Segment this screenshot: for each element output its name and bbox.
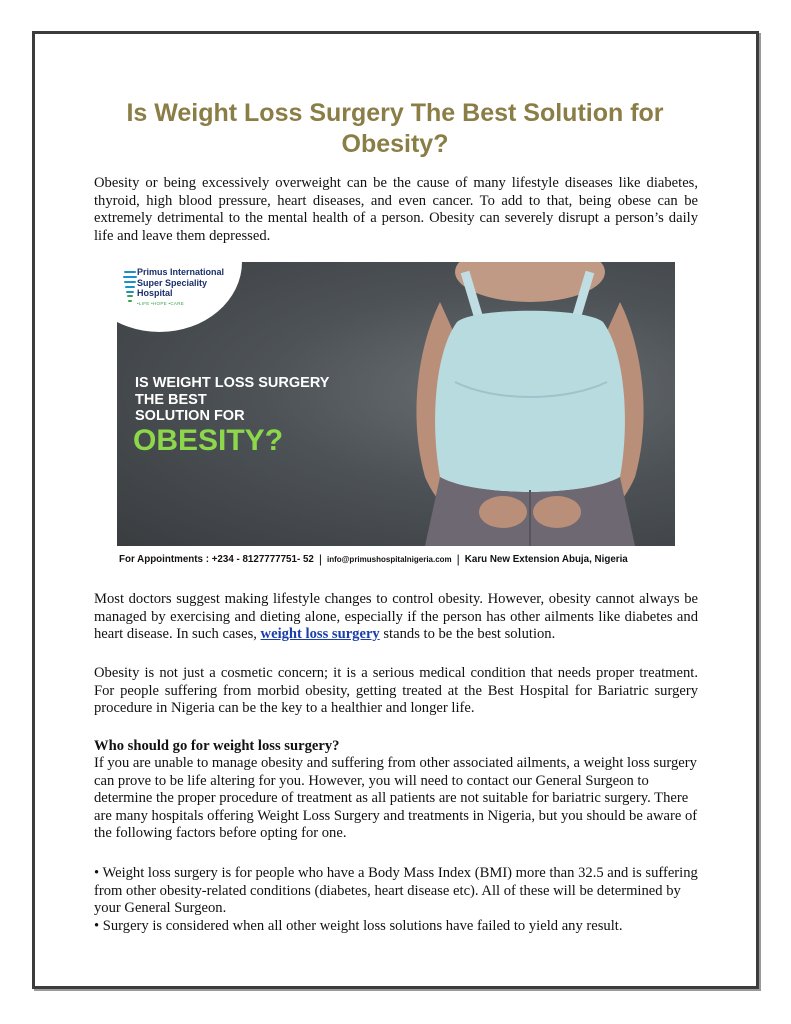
contact-email: info@primushospitalnigeria.com	[326, 554, 452, 564]
banner-question-line-2: THE BEST	[135, 391, 207, 408]
logo-tagline: •LIFE •HOPE •CARE	[137, 301, 185, 306]
paragraph-3: Obesity is not just a cosmetic concern; it is a serious medical condition that needs proper treatment. For people suffering from morbid obesity, getting treated at the Best Hospital for Bariatric surgery procedure in Nigeria can be the key to a healthier and longer life.	[94, 665, 698, 717]
contact-phone: For Appointments : +234 - 8127777751- 52	[119, 553, 314, 565]
hospital-logo-icon	[123, 268, 137, 308]
paragraph-2	[94, 591, 698, 644]
weight-loss-surgery-link[interactable]: weight loss surgery	[260, 626, 380, 643]
contact-separator-2: |	[456, 552, 460, 566]
document-title: Is Weight Loss Surgery The Best Solution for Obesity?	[126, 99, 664, 158]
banner-question-line-1: IS WEIGHT LOSS SURGERY	[135, 375, 330, 391]
bullet-item-1: • Weight loss surgery is for people who have a Body Mass Index (BMI) more than 32.5 and is suffering from other obesity-related conditions (diabetes, heart disease etc). All of these will be determined by your General Surgeon.	[94, 865, 698, 917]
bullet-list	[94, 865, 698, 935]
banner-question-line-3: SOLUTION FOR	[135, 408, 245, 424]
logo-line-1: Primus International	[137, 267, 225, 277]
logo-line-2: Super Speciality	[137, 277, 208, 288]
banner-image	[117, 262, 675, 546]
contact-location: Karu New Extension Abuja, Nigeria	[464, 553, 628, 565]
person-illustration	[385, 262, 675, 546]
paragraph-4: If you are unable to manage obesity and suffering from other associated ailments, a weight loss surgery can prove to be life altering for you. However, you will need to contact our General Surgeon to determine the proper procedure of treatment as all patients are not suitable for bariatric surgery. There are many hospitals offering Weight Loss Surgery and treatments in Nigeria, but you should be aware of the following factors before opting for one.	[94, 755, 698, 842]
contact-bar	[117, 548, 675, 570]
logo-line-3: Hospital	[137, 288, 173, 298]
banner-question	[135, 375, 329, 425]
banner-obesity-word: OBESITY?	[133, 424, 284, 457]
hospital-logo-text	[137, 267, 224, 299]
bullet-item-2: • Surgery is considered when all other weight loss solutions have failed to yield any result.	[94, 917, 623, 934]
section-heading: Who should go for weight loss surgery?	[94, 738, 340, 754]
paragraph-2-start: Most doctors suggest making lifestyle changes to control obesity. However, obesity cannot always be managed by exercising and dieting alone, especially if the person has other ailments like diabetes and heart disease. In such cases,	[94, 591, 698, 643]
contact-separator-1: |	[318, 552, 322, 566]
intro-paragraph: Obesity or being excessively overweight can be the cause of many lifestyle diseases like diabetes, thyroid, high blood pressure, heart diseases, and even cancer. To add to that, being obese can be extremely detrimental to the mental health of a person. Obesity can severely disrupt a person’s daily life and leave them depressed.	[94, 175, 698, 244]
paragraph-2-end: stands to be the best solution.	[379, 626, 556, 643]
